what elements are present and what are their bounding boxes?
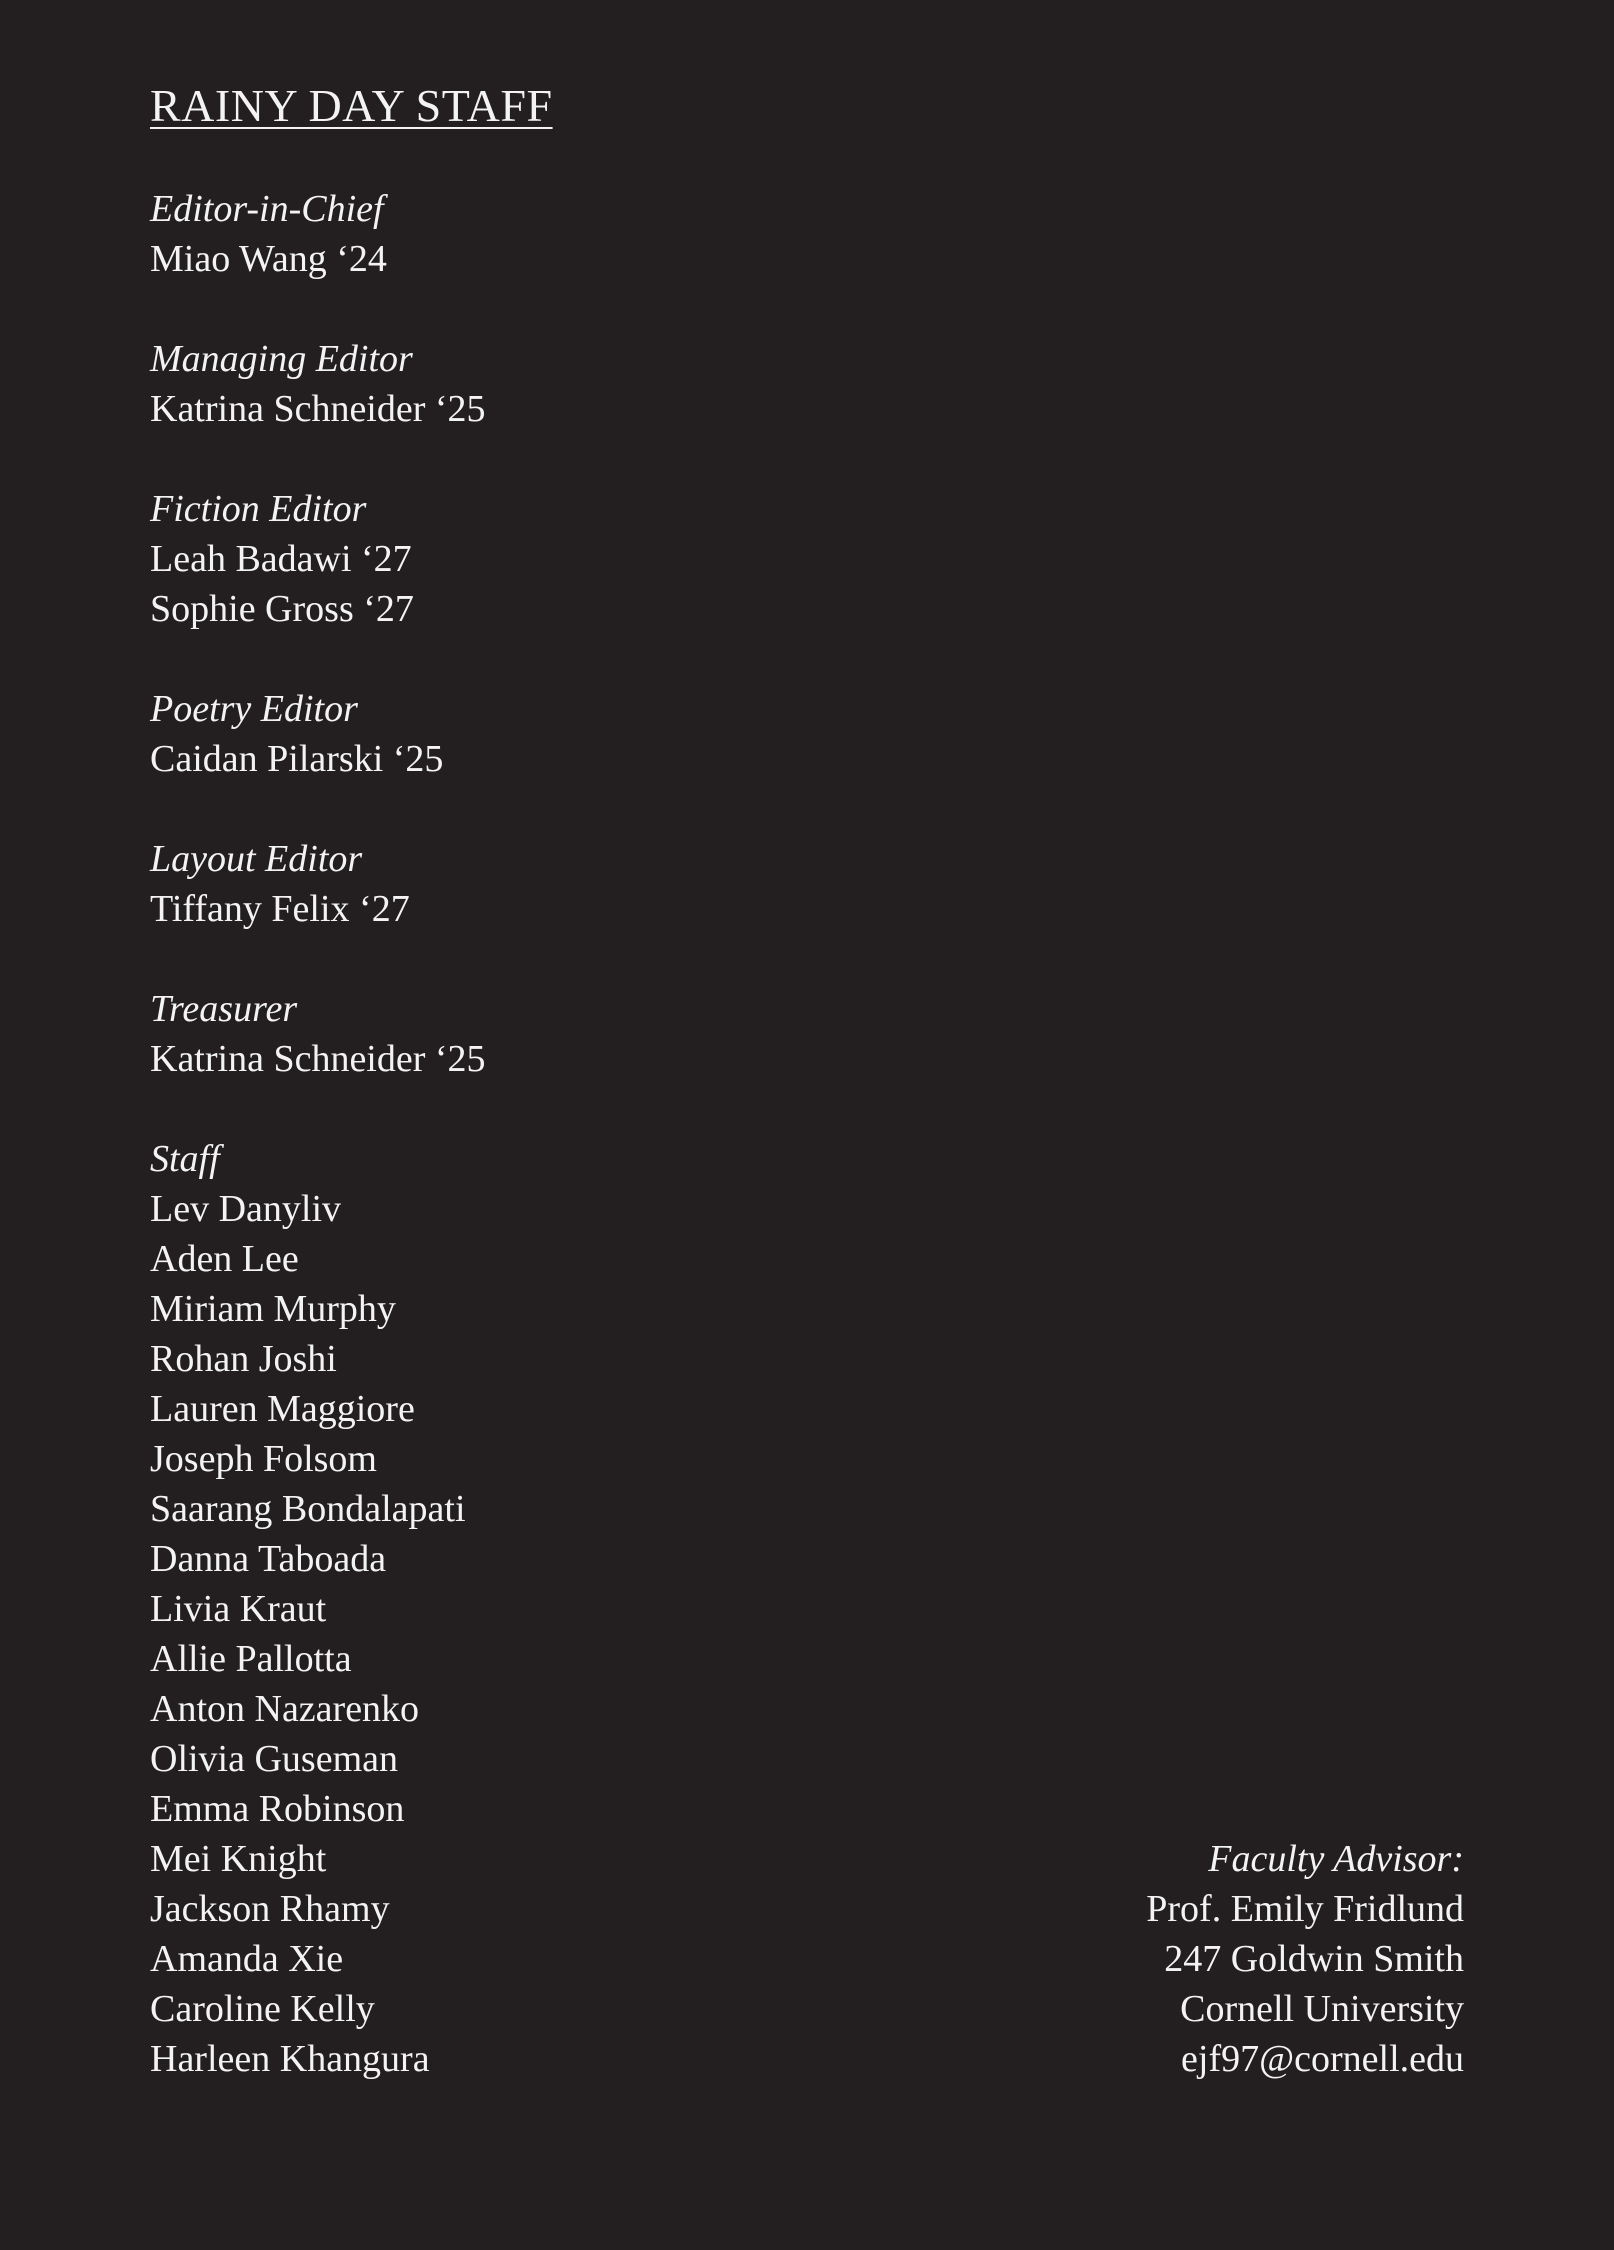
- staff-name: Emma Robinson: [150, 1788, 405, 1830]
- staff-name: Miriam Murphy: [150, 1288, 396, 1330]
- staff-name: Amanda Xie: [150, 1938, 344, 1980]
- section-staff: [150, 1134, 850, 2084]
- staff-name: Aden Lee: [150, 1238, 299, 1280]
- advisor-office: 247 Goldwin Smith: [1164, 1938, 1464, 1980]
- staff-name: Harleen Khangura: [150, 2038, 430, 2080]
- staff-name: Joseph Folsom: [150, 1438, 377, 1480]
- role-label: Fiction Editor: [150, 488, 367, 530]
- staff-name: Katrina Schneider ‘25: [150, 1038, 486, 1080]
- section-poetry-editor: [150, 684, 850, 784]
- role-label: Poetry Editor: [150, 688, 358, 730]
- staff-name: Rohan Joshi: [150, 1338, 337, 1380]
- staff-name: Caroline Kelly: [150, 1988, 375, 2030]
- staff-name: Caidan Pilarski ‘25: [150, 738, 444, 780]
- advisor-name: Prof. Emily Fridlund: [1146, 1888, 1464, 1930]
- staff-masthead: [150, 184, 850, 2134]
- staff-name: Katrina Schneider ‘25: [150, 388, 486, 430]
- staff-name: Miao Wang ‘24: [150, 238, 387, 280]
- role-label: Treasurer: [150, 988, 298, 1030]
- staff-name: Danna Taboada: [150, 1538, 387, 1580]
- staff-name: Tiffany Felix ‘27: [150, 888, 410, 930]
- faculty-advisor-block: [1146, 1834, 1464, 2084]
- staff-name: Lauren Maggiore: [150, 1388, 415, 1430]
- page-title: RAINY DAY STAFF: [150, 80, 553, 131]
- role-label: Editor-in-Chief: [150, 188, 384, 230]
- section-fiction-editor: [150, 484, 850, 634]
- advisor-university: Cornell University: [1180, 1988, 1464, 2030]
- section-layout-editor: [150, 834, 850, 934]
- role-label: Staff: [150, 1138, 220, 1180]
- section-managing-editor: [150, 334, 850, 434]
- section-treasurer: [150, 984, 850, 1084]
- staff-name: Sophie Gross ‘27: [150, 588, 414, 630]
- advisor-label: Faculty Advisor:: [1208, 1838, 1464, 1880]
- staff-name: Olivia Guseman: [150, 1738, 399, 1780]
- staff-name: Jackson Rhamy: [150, 1888, 390, 1930]
- staff-name: Anton Nazarenko: [150, 1688, 420, 1730]
- staff-name: Leah Badawi ‘27: [150, 538, 412, 580]
- role-label: Layout Editor: [150, 838, 363, 880]
- advisor-email: ejf97@cornell.edu: [1181, 2038, 1464, 2080]
- staff-name: Livia Kraut: [150, 1588, 327, 1630]
- staff-name: Lev Danyliv: [150, 1188, 342, 1230]
- role-label: Managing Editor: [150, 338, 413, 380]
- staff-name: Allie Pallotta: [150, 1638, 352, 1680]
- section-editor-in-chief: [150, 184, 850, 284]
- staff-name: Mei Knight: [150, 1838, 327, 1880]
- staff-name: Saarang Bondalapati: [150, 1488, 466, 1530]
